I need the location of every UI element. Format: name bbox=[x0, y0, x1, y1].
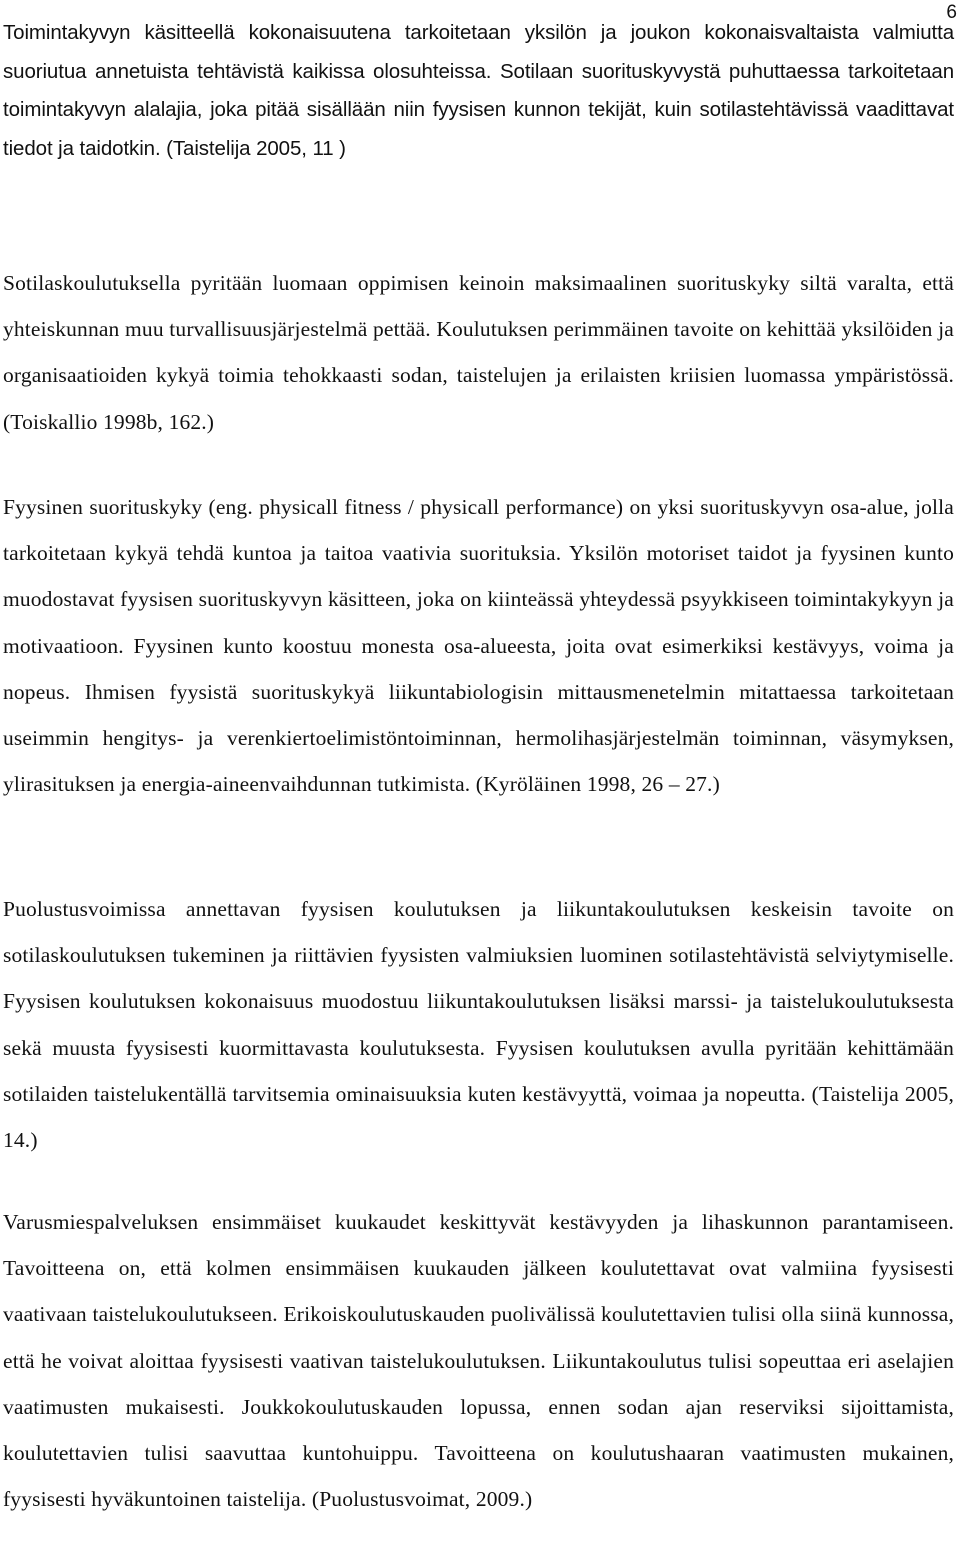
page-number: 6 bbox=[946, 2, 957, 23]
paragraph-sotilaskoulutus: Sotilaskoulutuksella pyritään luomaan oppimisen keinoin maksimaalinen suorituskyky siltä varalta, että yhteiskunnan muu turvallisuusjärjestelmä pettää. Koulutuksen perimmäinen tavoite on kehittää yksilöiden ja organisaatioiden kykyä toimia tehokkaasti sodan, taistelujen ja erilaisten kriisien luomassa ympäristössä. (Toiskallio 1998b, 162.) bbox=[3, 271, 954, 434]
paragraph-puolustusvoimat: Puolustusvoimissa annettavan fyysisen koulutuksen ja liikuntakoulutuksen keskeisin tavoite on sotilaskoulutuksen tukeminen ja riittävien fyysisten valmiuksien luominen sotilastehtävistä selviytymiselle. Fyysisen koulutuksen kokonaisuus muodostuu liikuntakoulutuksen lisäksi marssi- ja taistelukoulutuksesta sekä muusta fyysisesti kuormittavasta koulutuksesta. Fyysisen koulutuksen avulla pyritään kehittämään sotilaiden taistelukentällä tarvitsemia ominaisuuksia kuten kestävyyttä, voimaa ja nopeutta. (Taistelija 2005, 14.) bbox=[3, 897, 954, 1153]
paragraph-varusmiespalvelus: Varusmiespalveluksen ensimmäiset kuukaudet keskittyvät kestävyyden ja lihaskunnon parantamiseen. Tavoitteena on, että kolmen ensimmäisen kuukauden jälkeen koulutettavat ovat valmiina fyysisesti vaativaan taistelukoulutukseen. Erikoiskoulutuskauden puolivälissä koulutettavien tulisi olla siinä kunnossa, että he voivat aloittaa fyysisesti vaativan taistelukoulutuksen. Liikuntakoulutus tulisi sopeuttaa eri aselajien vaatimusten mukaisesti. Joukkokoulutuskauden lopussa, ennen sodan ajan reserviksi sijoittamista, koulutettavien tulisi saavuttaa kuntohuippu. Tavoitteena on koulutushaaran vaatimusten mukainen, fyysisesti hyväkuntoinen taistelija. (Puolustusvoimat, 2009.) bbox=[3, 1210, 954, 1512]
paragraph-toimintakyky: Toimintakyvyn käsitteellä kokonaisuutena tarkoitetaan yksilön ja joukon kokonaisvaltaista valmiutta suoriutua annetuista tehtävistä kaikissa olosuhteissa. Sotilaan suorituskyvystä puhuttaessa tarkoitetaan toimintakyvyn alalajia, joka pitää sisällään niin fyysisen kunnon tekijät, kuin sotilastehtävissä vaadittavat tiedot ja taidotkin. (Taistelija 2005, 11 ) bbox=[3, 21, 954, 160]
paragraph-fyysinen-suorituskyky: Fyysinen suorituskyky (eng. physicall fitness / physicall performance) on yksi suorituskyvyn osa-alue, jolla tarkoitetaan kykyä tehdä kuntoa ja taitoa vaativia suorituksia. Yksilön motoriset taidot ja fyysinen kunto muodostavat fyysisen suorituskyvyn käsitteen, joka on kiinteässä yhteydessä psyykkiseen toimintakykyyn ja motivaatioon. Fyysinen kunto koostuu monesta osa-alueesta, joita ovat esimerkiksi kestävyys, voima ja nopeus. Ihmisen fyysistä suorituskykyä liikuntabiologisin mittausmenetelmin mitattaessa tarkoitetaan useimmin hengitys- ja verenkiertoelimistöntoiminnan, hermolihasjärjestelmän toiminnan, väsymyksen, ylirasituksen ja energia-aineenvaihdunnan tutkimista. (Kyröläinen 1998, 26 – 27.) bbox=[3, 495, 954, 797]
